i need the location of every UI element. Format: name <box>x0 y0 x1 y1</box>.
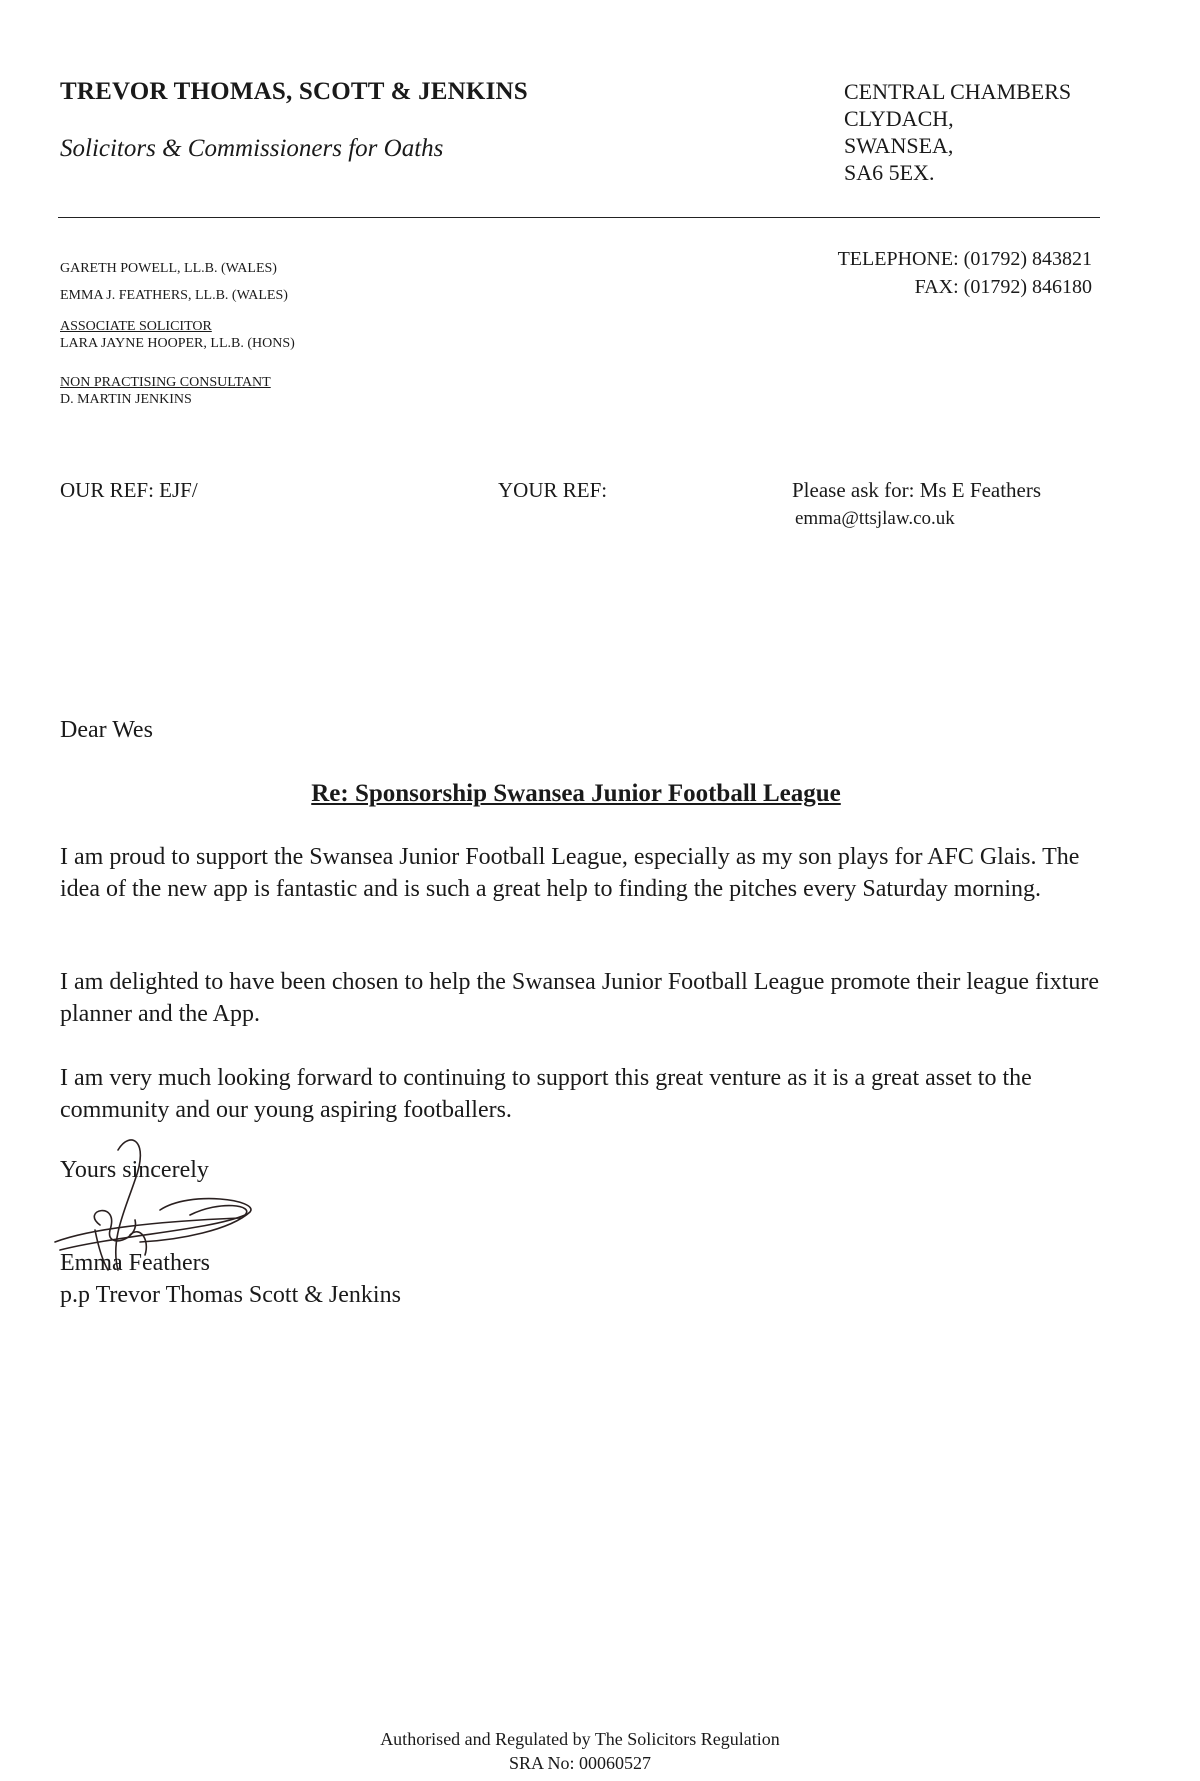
contact-email: emma@ttsjlaw.co.uk <box>795 508 955 529</box>
signatory-name: Emma Feathers <box>60 1250 210 1276</box>
associate-name: LARA JAYNE HOOPER, LL.B. (HONS) <box>60 336 295 351</box>
body-paragraph: I am proud to support the Swansea Junior Football League, especially as my son plays for AFC Glais. The idea of the new app is fantastic and is such a great help to finding the pitches every Saturday morning. <box>60 844 1080 902</box>
footer-regulation: Authorised and Regulated by The Solicitors Regulation <box>380 1729 780 1749</box>
footer-sra-number: SRA No: 00060527 <box>508 1753 652 1773</box>
signatory-firm: p.p Trevor Thomas Scott & Jenkins <box>60 1282 401 1308</box>
telephone-number: TELEPHONE: (01792) 843821 <box>837 248 1092 270</box>
firm-address <box>844 78 1071 186</box>
consultant-name: D. MARTIN JENKINS <box>60 392 192 407</box>
fax-number: FAX: (01792) 846180 <box>914 276 1092 298</box>
ask-for: Please ask for: Ms E Feathers <box>792 478 1042 502</box>
subject-line: Re: Sponsorship Swansea Junior Football League <box>311 780 841 807</box>
body-paragraph: I am very much looking forward to continuing to support this great venture as it is a great asset to the community and our young aspiring footballers. <box>60 1065 1032 1123</box>
your-ref: YOUR REF: <box>498 478 608 502</box>
header-divider <box>58 217 1100 218</box>
address-line: SWANSEA, <box>844 133 954 158</box>
address-line: CLYDACH, <box>844 106 954 131</box>
our-ref: OUR REF: EJF/ <box>60 478 198 502</box>
consultant-block <box>60 374 271 408</box>
contact-numbers <box>838 245 1092 301</box>
closing: Yours sincerely <box>60 1157 209 1183</box>
address-line: CENTRAL CHAMBERS <box>844 79 1072 104</box>
body-paragraph: I am delighted to have been chosen to help the Swansea Junior Football League promote their league fixture planner and the App. <box>60 969 1100 1027</box>
associate-heading: ASSOCIATE SOLICITOR <box>60 319 212 334</box>
consultant-heading: NON PRACTISING CONSULTANT <box>60 375 271 390</box>
firm-name: TREVOR THOMAS, SCOTT & JENKINS <box>60 78 528 105</box>
partner-name: GARETH POWELL, LL.B. (WALES) <box>60 261 277 276</box>
partner-name: EMMA J. FEATHERS, LL.B. (WALES) <box>60 288 288 303</box>
address-line: SA6 5EX. <box>844 160 935 185</box>
salutation: Dear Wes <box>60 717 153 743</box>
firm-tagline: Solicitors & Commissioners for Oaths <box>60 135 444 162</box>
associate-block <box>60 318 295 352</box>
partners-list <box>60 255 288 309</box>
